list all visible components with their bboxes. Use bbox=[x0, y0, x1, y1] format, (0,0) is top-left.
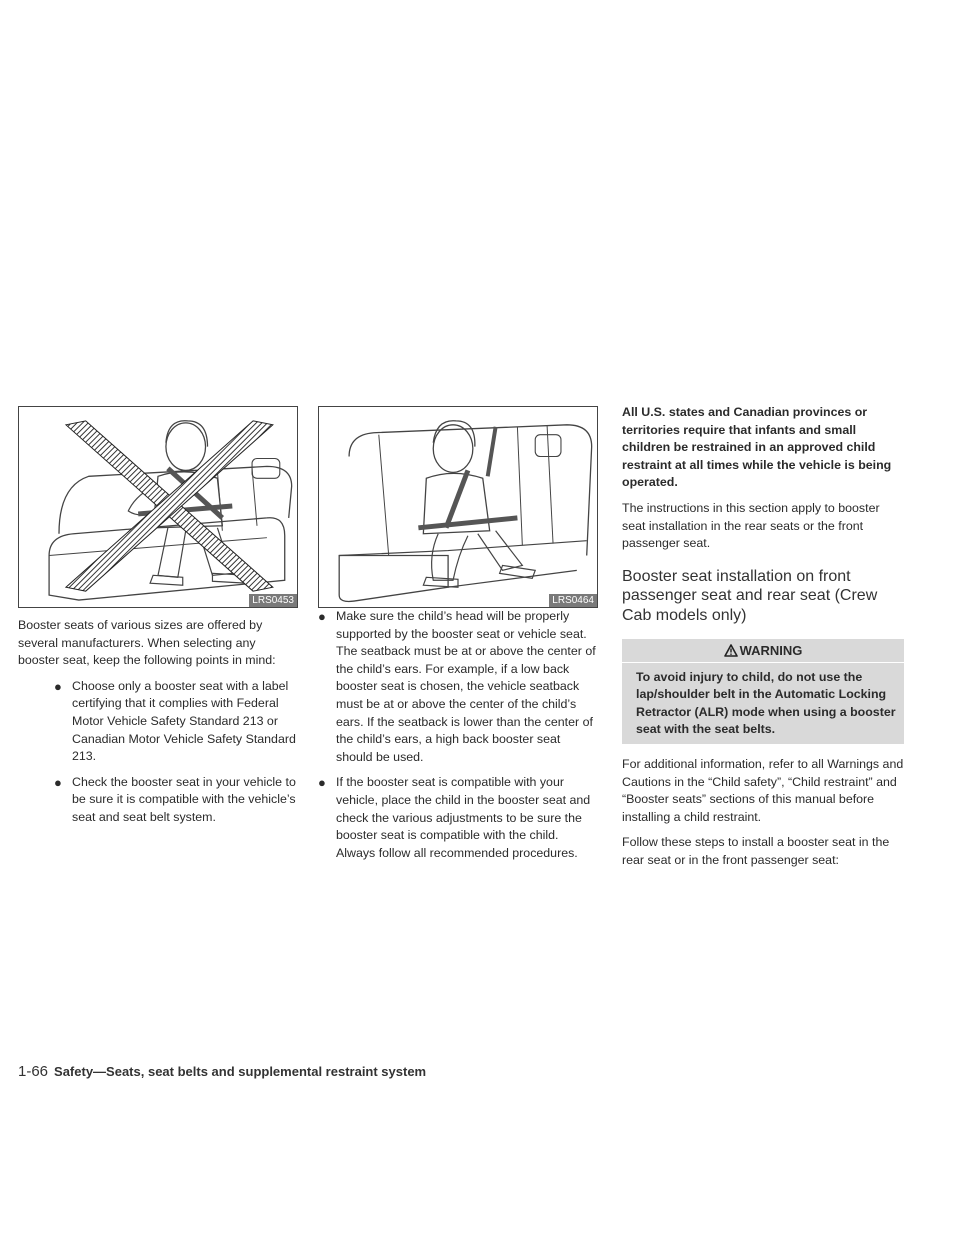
page-number: 1-66 bbox=[18, 1063, 49, 1080]
selection-points-list bbox=[18, 678, 300, 827]
instructions-paragraph: The instructions in this section apply to booster seat installation in the rear seats or the front passenger seat. bbox=[622, 500, 880, 551]
fit-check-list bbox=[318, 608, 600, 862]
figure-code: LRS0453 bbox=[249, 594, 297, 608]
warning-triangle-icon bbox=[724, 644, 738, 657]
list-item: ● Check the booster seat in your vehicle to be sure it is compatible with the vehicle’s seat and seat belt system. bbox=[54, 774, 296, 824]
section-heading: Booster seat installation on front passenger seat and rear seat (Crew Cab models only) bbox=[622, 567, 878, 624]
figure-incorrect-booster bbox=[18, 406, 298, 608]
warning-header bbox=[622, 639, 904, 663]
warning-box bbox=[622, 639, 904, 744]
bullet-icon: ● bbox=[54, 774, 62, 790]
follow-steps-paragraph: Follow these steps to install a booster seat in the rear seat or in the front passenger seat: bbox=[622, 835, 890, 868]
bullet-icon: ● bbox=[318, 775, 326, 791]
figure-correct-booster bbox=[318, 406, 598, 608]
chapter-title: Safety—Seats, seat belts and supplemental restraint system bbox=[54, 1064, 427, 1079]
illustration-child-no-booster bbox=[19, 407, 297, 607]
additional-info-paragraph: For additional information, refer to all Warnings and Cautions in the “Child safety”, “Child restraint” and “Booster seats” sections of this manual before installing a child restraint. bbox=[622, 757, 904, 824]
column-right bbox=[622, 404, 904, 878]
figure-code: LRS0464 bbox=[549, 594, 597, 608]
bullet-icon: ● bbox=[318, 609, 326, 624]
list-item: ● If the booster seat is compatible with your vehicle, place the child in the booster seat and check the various adjustments to be sure the booster seat is compatible with the child. Always follow all recommended procedures. bbox=[318, 775, 591, 860]
column-left bbox=[18, 406, 300, 835]
page-footer bbox=[18, 1063, 426, 1083]
warning-title: WARNING bbox=[739, 643, 803, 659]
warning-text: To avoid injury to child, do not use the lap/shoulder belt in the Automatic Locking Retractor (ALR) mode when using a booster seat with the seat belts. bbox=[636, 670, 896, 736]
list-item: ● Make sure the child’s head will be properly supported by the booster seat or vehicle seat. The seatback must be at or above the center of the child’s ears. For example, if a low back booster seat is chosen, the vehicle seatback must be at or above the center of the child’s ears. If the seatback is lower than the center of the child’s ears, a high back booster seat should be used. bbox=[318, 609, 596, 764]
column-middle bbox=[318, 406, 600, 870]
list-item: ● Choose only a booster seat with a label certifying that it complies with Federal Motor Vehicle Safety Standard 213 or Canadian Motor Vehicle Safety Standard 213. bbox=[54, 678, 296, 764]
illustration-child-in-booster bbox=[319, 407, 597, 607]
intro-paragraph: Booster seats of various sizes are offered by several manufacturers. When selecting any booster seat, keep the following points in mind: bbox=[18, 618, 276, 668]
legal-requirement-paragraph: All U.S. states and Canadian provinces or territories require that infants and small children be restrained in an approved child restraint at all times while the vehicle is being operated. bbox=[622, 405, 892, 490]
bullet-icon: ● bbox=[54, 678, 62, 694]
